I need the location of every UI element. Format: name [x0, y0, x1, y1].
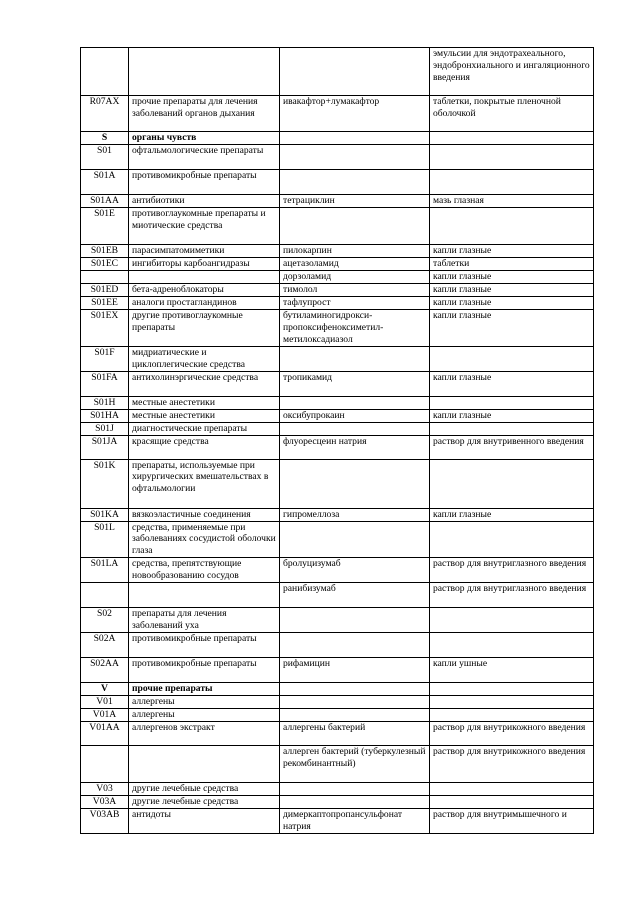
name-cell: противомикробные препараты: [129, 657, 280, 682]
table-row: [81, 582, 594, 607]
code-cell: S01KA: [81, 508, 129, 521]
form-cell: капли глазные: [430, 508, 594, 521]
drug-cell: ивакафтор+лумакафтор: [280, 96, 430, 132]
table-row: [81, 459, 594, 508]
drug-cell: [280, 782, 430, 795]
table-row: [81, 396, 594, 409]
name-cell: другие лечебные средства: [129, 782, 280, 795]
name-cell: красящие средства: [129, 435, 280, 459]
form-cell: таблетки: [430, 258, 594, 271]
table-row: [81, 208, 594, 245]
name-cell: парасимпатомиметики: [129, 245, 280, 258]
form-cell: [430, 782, 594, 795]
name-cell: бета-адреноблокаторы: [129, 284, 280, 297]
form-cell: эмульсии для эндотрахеального, эндобронхиального и ингаляционного введения: [430, 48, 594, 96]
drug-cell: аллергены бактерий: [280, 721, 430, 745]
drug-cell: [280, 521, 430, 557]
table-row: [81, 708, 594, 721]
name-cell: [129, 271, 280, 284]
table-row: [81, 310, 594, 347]
code-cell: S01F: [81, 347, 129, 372]
form-cell: раствор для внутривенного введения: [430, 435, 594, 459]
drug-cell: ацетазоламид: [280, 258, 430, 271]
form-cell: капли глазные: [430, 409, 594, 422]
form-cell: раствор для внутриглазного введения: [430, 557, 594, 582]
drug-cell: тетрациклин: [280, 195, 430, 208]
code-cell: S01ED: [81, 284, 129, 297]
table-row: [81, 371, 594, 396]
drug-classification-table: [80, 47, 594, 834]
code-cell: S01: [81, 145, 129, 170]
drug-cell: [280, 145, 430, 170]
code-cell: V03: [81, 782, 129, 795]
form-cell: раствор для внутриглазного введения: [430, 582, 594, 607]
code-cell: S01EE: [81, 297, 129, 310]
form-cell: [430, 682, 594, 695]
drug-cell: тропикамид: [280, 371, 430, 396]
code-cell: [81, 582, 129, 607]
form-cell: [430, 145, 594, 170]
form-cell: [430, 132, 594, 145]
drug-cell: [280, 132, 430, 145]
table-row: [81, 132, 594, 145]
drug-cell: ранибизумаб: [280, 582, 430, 607]
name-cell: противоглаукомные препараты и миотические средства: [129, 208, 280, 245]
drug-cell: флуоресцеин натрия: [280, 435, 430, 459]
table-row: [81, 347, 594, 372]
code-cell: R07AX: [81, 96, 129, 132]
drug-cell: [280, 795, 430, 808]
code-cell: S01JA: [81, 435, 129, 459]
table-row: [81, 557, 594, 582]
name-cell: противомикробные препараты: [129, 170, 280, 195]
table-row: [81, 422, 594, 435]
code-cell: S01J: [81, 422, 129, 435]
table-row: [81, 145, 594, 170]
form-cell: [430, 208, 594, 245]
name-cell: прочие препараты: [129, 682, 280, 695]
form-cell: [430, 422, 594, 435]
code-cell: S01L: [81, 521, 129, 557]
drug-cell: [280, 347, 430, 372]
drug-cell: дорзоламид: [280, 271, 430, 284]
table-row: [81, 745, 594, 782]
name-cell: [129, 582, 280, 607]
code-cell: S02AA: [81, 657, 129, 682]
name-cell: средства, применяемые при заболеваниях сосудистой оболочки глаза: [129, 521, 280, 557]
code-cell: V03AB: [81, 808, 129, 833]
form-cell: [430, 607, 594, 632]
table-row: [81, 195, 594, 208]
name-cell: местные анестетики: [129, 396, 280, 409]
code-cell: S02: [81, 607, 129, 632]
drug-cell: [280, 695, 430, 708]
code-cell: S01HA: [81, 409, 129, 422]
form-cell: [430, 795, 594, 808]
name-cell: средства, препятствующие новообразованию сосудов: [129, 557, 280, 582]
form-cell: раствор для внутрикожного введения: [430, 745, 594, 782]
table-row: [81, 782, 594, 795]
drug-cell: [280, 396, 430, 409]
code-cell: S01K: [81, 459, 129, 508]
code-cell: S01EX: [81, 310, 129, 347]
form-cell: [430, 695, 594, 708]
table-row: [81, 245, 594, 258]
code-cell: S01AA: [81, 195, 129, 208]
form-cell: капли глазные: [430, 371, 594, 396]
form-cell: [430, 632, 594, 657]
form-cell: капли глазные: [430, 271, 594, 284]
code-cell: V01AA: [81, 721, 129, 745]
drug-cell: [280, 682, 430, 695]
drug-cell: гипромеллоза: [280, 508, 430, 521]
code-cell: S01LA: [81, 557, 129, 582]
code-cell: V01A: [81, 708, 129, 721]
name-cell: другие противоглаукомные препараты: [129, 310, 280, 347]
code-cell: S01H: [81, 396, 129, 409]
code-cell: S: [81, 132, 129, 145]
name-cell: офтальмологические препараты: [129, 145, 280, 170]
table-row: [81, 682, 594, 695]
code-cell: V: [81, 682, 129, 695]
drug-cell: пилокарпин: [280, 245, 430, 258]
table-row: [81, 271, 594, 284]
form-cell: [430, 347, 594, 372]
form-cell: капли глазные: [430, 297, 594, 310]
code-cell: S01EB: [81, 245, 129, 258]
code-cell: [81, 48, 129, 96]
table-row: [81, 258, 594, 271]
table-body: [81, 48, 594, 834]
drug-cell: [280, 208, 430, 245]
code-cell: S01FA: [81, 371, 129, 396]
table-row: [81, 284, 594, 297]
table-row: [81, 808, 594, 833]
form-cell: таблетки, покрытые пленочной оболочкой: [430, 96, 594, 132]
code-cell: V03A: [81, 795, 129, 808]
table-row: [81, 657, 594, 682]
name-cell: препараты, используемые при хирургических вмешательствах в офтальмологии: [129, 459, 280, 508]
form-cell: [430, 708, 594, 721]
table-row: [81, 607, 594, 632]
code-cell: V01: [81, 695, 129, 708]
drug-cell: рифамицин: [280, 657, 430, 682]
code-cell: [81, 271, 129, 284]
table-row: [81, 632, 594, 657]
drug-cell: [280, 708, 430, 721]
drug-cell: тимолол: [280, 284, 430, 297]
drug-cell: аллерген бактерий (туберкулезный рекомбинантный): [280, 745, 430, 782]
form-cell: капли ушные: [430, 657, 594, 682]
code-cell: S01E: [81, 208, 129, 245]
table-row: [81, 435, 594, 459]
table-row: [81, 795, 594, 808]
name-cell: [129, 48, 280, 96]
name-cell: диагностические препараты: [129, 422, 280, 435]
code-cell: S02A: [81, 632, 129, 657]
name-cell: аллергены: [129, 695, 280, 708]
name-cell: аллергенов экстракт: [129, 721, 280, 745]
name-cell: прочие препараты для лечения заболеваний органов дыхания: [129, 96, 280, 132]
form-cell: капли глазные: [430, 245, 594, 258]
drug-cell: оксибупрокаин: [280, 409, 430, 422]
drug-cell: бролуцизумаб: [280, 557, 430, 582]
form-cell: [430, 521, 594, 557]
table-row: [81, 409, 594, 422]
table-row: [81, 48, 594, 96]
code-cell: S01EC: [81, 258, 129, 271]
name-cell: вязкоэластичные соединения: [129, 508, 280, 521]
drug-cell: [280, 632, 430, 657]
table-row: [81, 695, 594, 708]
table-row: [81, 508, 594, 521]
form-cell: раствор для внутримышечного и: [430, 808, 594, 833]
table-row: [81, 297, 594, 310]
name-cell: [129, 745, 280, 782]
name-cell: аналоги простагландинов: [129, 297, 280, 310]
name-cell: антихолинэргические средства: [129, 371, 280, 396]
name-cell: местные анестетики: [129, 409, 280, 422]
form-cell: мазь глазная: [430, 195, 594, 208]
table-row: [81, 721, 594, 745]
drug-cell: тафлупрост: [280, 297, 430, 310]
name-cell: другие лечебные средства: [129, 795, 280, 808]
name-cell: препараты для лечения заболеваний уха: [129, 607, 280, 632]
drug-cell: [280, 48, 430, 96]
name-cell: мидриатические и циклоплегические средства: [129, 347, 280, 372]
form-cell: раствор для внутрикожного введения: [430, 721, 594, 745]
name-cell: аллергены: [129, 708, 280, 721]
drug-cell: димеркаптопропансульфонат натрия: [280, 808, 430, 833]
form-cell: капли глазные: [430, 310, 594, 347]
drug-cell: [280, 459, 430, 508]
table-row: [81, 521, 594, 557]
drug-cell: [280, 422, 430, 435]
form-cell: [430, 459, 594, 508]
drug-cell: [280, 607, 430, 632]
code-cell: [81, 745, 129, 782]
name-cell: антидоты: [129, 808, 280, 833]
table-row: [81, 170, 594, 195]
table-row: [81, 96, 594, 132]
name-cell: антибиотики: [129, 195, 280, 208]
drug-cell: бутиламиногидрокси-пропоксифеноксиметил-метилоксадиазол: [280, 310, 430, 347]
name-cell: ингибиторы карбоангидразы: [129, 258, 280, 271]
form-cell: [430, 170, 594, 195]
drug-cell: [280, 170, 430, 195]
document-page: [80, 47, 593, 834]
form-cell: капли глазные: [430, 284, 594, 297]
name-cell: противомикробные препараты: [129, 632, 280, 657]
code-cell: S01A: [81, 170, 129, 195]
form-cell: [430, 396, 594, 409]
name-cell: органы чувств: [129, 132, 280, 145]
